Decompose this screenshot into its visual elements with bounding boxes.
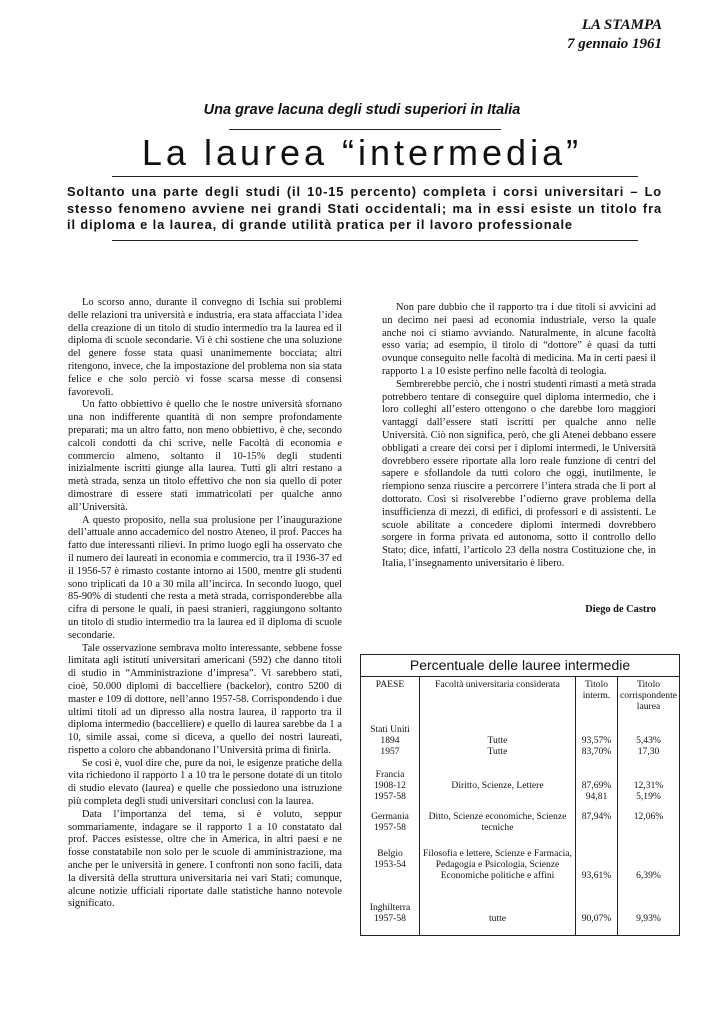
article-subtitle: Soltanto una parte degli studi (il 10-15 percento) completa i corsi universitari – Lo stesso fenomeno avviene nei grandi Stati occidentali; ma in essi esiste un titolo fra il diploma e la laurea, di grande utilità pratica per il lavoro professionale xyxy=(67,184,662,232)
paragraph: Lo scorso anno, durante il convegno di Ischia sui problemi delle relazioni tra università e industria, era stata affacciata l’idea della creazione di un titolo di studio intermedio tra la laurea ed il diploma di scuole secondarie. Vi è chi sostiene che una soluzione del genere fosse stata quasi unanimemente bocciata; altri ritengono, invece, che la impostazione del problema non sia stata felice e che solo perciò vi fosse scarsa messe di consensi favorevoli. xyxy=(68,297,342,398)
header-facolta: Facoltà universitaria considerata xyxy=(435,679,560,690)
cell-paese: Francia 1908-12 1957-58 xyxy=(374,769,406,802)
cell-paese: Inghilterra 1957-58 xyxy=(369,902,411,924)
column-divider xyxy=(419,676,420,935)
cell-titolo-laurea: 9,93% xyxy=(636,913,661,924)
cell-facolta: Filosofia e lettere, Scienze e Farmacia, Pedagogia e Psicologia, Scienze Economiche politiche e affini xyxy=(423,848,572,881)
header-titolo-laurea: Titolo corrispondente laurea xyxy=(619,679,677,712)
cell-paese: Belgio 1953-54 xyxy=(374,848,406,870)
cell-facolta: Ditto, Scienze economiche, Scienze tecniche xyxy=(428,811,567,833)
cell-titolo-interm: 90,07% xyxy=(581,913,612,924)
cell-titolo-interm: 93,61% xyxy=(581,870,612,881)
header-paese: PAESE xyxy=(375,679,405,690)
paragraph: Un fatto obbiettivo è quello che le nostre università sfornano una non indifferente quantità di non sempre profondamente preparati; ma un altro fatto, non meno obbiettivo, è che, secondo calcoli condotti da chi scrive, nelle Facoltà di economia e commercio almeno, soltanto il 10-15% degli studenti inizialmente iscritti giunge alla laurea. Tutti gli altri restano a metà strada, senza un titolo effettivo che non sia quello di poter dimostrare di essere stati immatricolati per qualche anno all’Università. xyxy=(68,399,342,513)
cell-paese: Germania 1957-58 xyxy=(371,811,409,833)
cell-titolo-laurea: 6,39% xyxy=(636,870,661,881)
column-divider xyxy=(617,676,618,935)
cell-titolo-laurea: 5,43% 17,30 xyxy=(636,735,661,757)
paragraph: Data l’importanza del tema, si è voluto, seppur sommariamente, indagare se il rapporto 1 a 10 constatato dal prof. Pacces esistesse, oltre che in America, in altri paesi e ne fosse constatabile non solo per le scuole di amministrazione, ma anche per le università in genere. I confronti non sono facili, data la diversità della struttura universitaria nei vari Stati; comunque, alcune notizie ufficiali riportate dalle statistiche hanno notevole significato. xyxy=(68,808,342,910)
cell-facolta: Tutte Tutte xyxy=(487,735,508,757)
paragraph: Tale osservazione sembrava molto interessante, sebbene fosse limitata agli istituti universitari americani (592) che danno titoli di studio in “Amministrazione d’impresa”. Vi sarebbero stati, cioè, 50.000 diplomi di baccelliere (backelor), contro 5200 di master e 109 di dottore, nell’anno 1957-58. Corrispondendo i due ultimi titoli ad un dipresso alla nostra laurea, il rapporto tra il diploma intermedio (baccelliere) e quello di laurea sarebbe da 1 a 10, simile assai, come si diceva, a quello dei nostri laureati, rispetto a coloro che abbandonano l’Università prima di finirla. xyxy=(68,642,342,756)
author-signature: Diego de Castro xyxy=(585,604,656,615)
paragraph: Sembrerebbe perciò, che i nostri studenti rimasti a metà strada potrebbero tentare di conseguire quel diploma intermedio, che i loro colleghi all’estero ottengono o che darebbe loro maggiori vantaggi dall’essere stati iscritti per qualche anno nelle Università. Ciò non significa, però, che gli Atenei debbano essere obbligati a creare dei corsi per i diplomi intermedi, le Università dovrebbero essere riportate alla loro reale funzione di centri del sapere e sfollandole da tutti coloro che oggi, inutilmente, le riempiono senza riuscire a percorrere l’intera strada che li port al dottorato. Così si risolverebbe l’odierno grave problema della insufficienza di mezzi, di edifici, di professori e di assistenti. Le scuole abilitate a concedere diplomi intermedi dovrebbero sorgere in forma privata ed autonoma, sotto il controllo dello Stato; dice, infatti, l’articolo 23 della nostra Costituzione che, in Italia, l’insegnamento universitario è libero. xyxy=(382,378,656,569)
subtitle-divider xyxy=(112,240,638,241)
paragraph: Non pare dubbio che il rapporto tra i due titoli si avvicini ad un decimo nei paesi ad economia industriale, verso la quale anche noi ci stiamo avviando. Naturalmente, in alcune facoltà esso varia; ad esempio, il titolo di “dottore” è quasi da tutti ovunque conseguito nelle facoltà di medicina. Ma in certi paesi il rapporto 1 a 10 esiste perfino nelle facoltà di teologia. xyxy=(382,302,656,377)
header-titolo-interm: Titolo interm. xyxy=(582,679,611,701)
cell-titolo-laurea: 12,06% xyxy=(633,811,664,822)
table-header-divider xyxy=(361,676,679,677)
publication-date: 7 gennaio 1961 xyxy=(566,36,662,52)
paragraph: Se così è, vuol dire che, pure da noi, le esigenze pratiche della vita richiedono il rapporto 1 a 10 tra le persone dotate di un titolo di studio elevato (laurea) e quelle che possiedono una istruzione più completa degli studi universitari conclusi con la laurea. xyxy=(68,757,342,808)
left-column xyxy=(68,297,342,911)
cell-titolo-interm: 87,69% 94,81 xyxy=(581,780,612,802)
cell-facolta: Diritto, Scienze, Lettere xyxy=(451,780,544,791)
title-divider xyxy=(112,176,638,177)
article-title: La laurea “intermedia” xyxy=(141,132,583,173)
data-table xyxy=(360,654,680,936)
cell-titolo-interm: 87,94% xyxy=(581,811,612,822)
newspaper-name: LA STAMPA xyxy=(581,17,662,33)
kicker-headline: Una grave lacuna degli studi superiori in Italia xyxy=(203,102,521,118)
cell-facolta: tutte xyxy=(488,913,507,924)
cell-paese: Stati Uniti 1894 1957 xyxy=(370,724,410,757)
right-column xyxy=(382,302,656,571)
paragraph: A questo proposito, nella sua prolusione per l’inaugurazione dell’attuale anno accademico del nostro Ateneo, il prof. Pacces ha fatto due interessanti rilievi. In primo luogo egli ha osservato che il numero dei laureati in economia e commercio, tra il 1936-37 ed il 1956-57 è rimasto costante intorno ai 1500, mentre gli studenti sono triplicati da 10 a 30 mila all’incirca. In secondo luogo, quel 85-90% di studenti che resta a metà strada, corrisponderebbe alla cifra di persone le quali, in paesi stranieri, raggiungono soltanto un titolo di studio intermedio tra la laurea ed il diploma di scuole secondarie. xyxy=(68,514,342,641)
column-divider xyxy=(575,676,576,935)
cell-titolo-laurea: 12,31% 5,19% xyxy=(633,780,664,802)
table-title: Percentuale delle lauree intermedie xyxy=(409,657,631,673)
masthead xyxy=(567,16,662,54)
cell-titolo-interm: 93,57% 83,70% xyxy=(581,735,612,757)
